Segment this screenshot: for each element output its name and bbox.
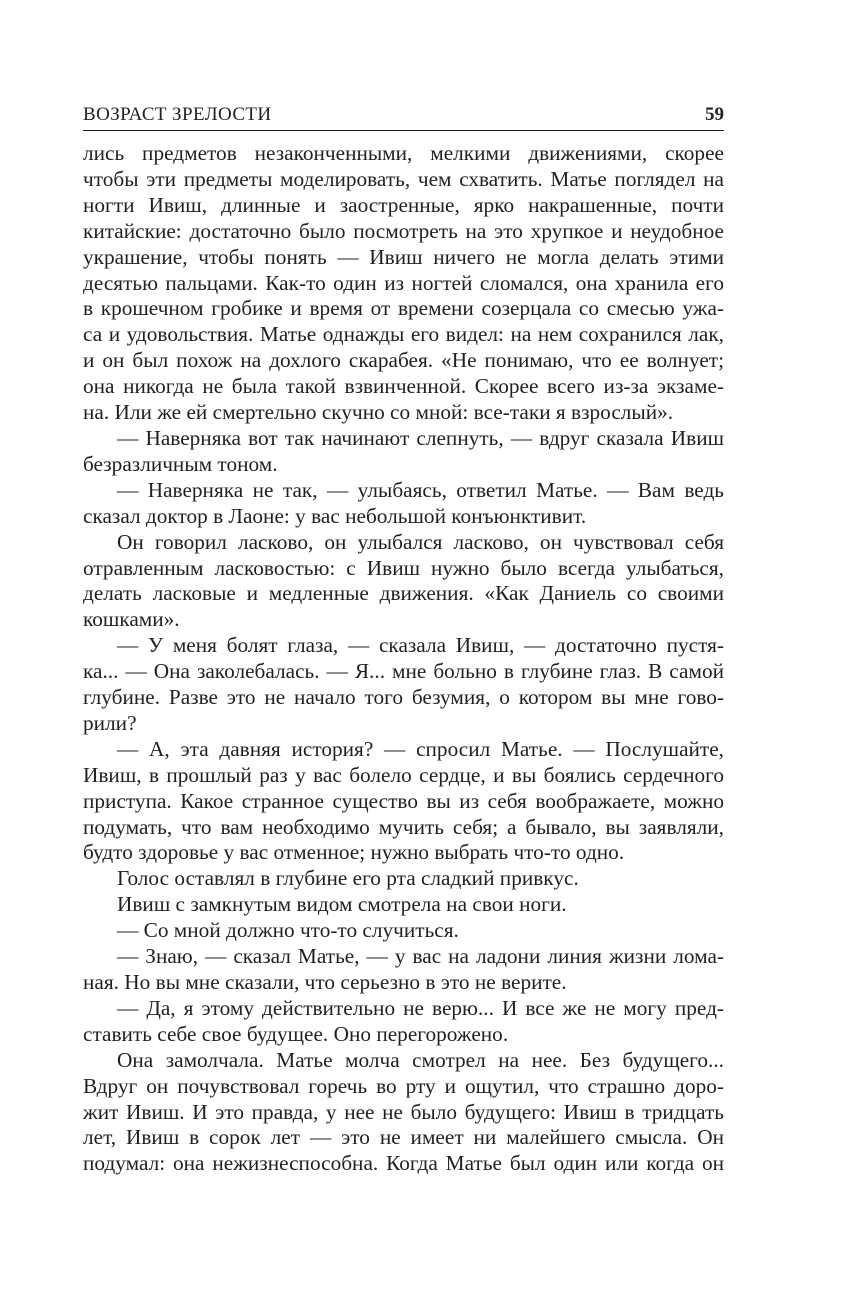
running-title: ВОЗРАСТ ЗРЕЛОСТИ [83, 104, 272, 125]
text-line: — Наверняка вот так начинают слепнуть, — вдруг сказала Ивиш [117, 425, 724, 450]
paragraph [83, 737, 724, 867]
text-line: будто здоровье у вас отменное; нужно выбрать что-то одно. [83, 840, 625, 865]
text-line: глубине. Разве это не начало того безумия, о котором вы мне гово- [83, 685, 724, 710]
paragraph [83, 996, 724, 1048]
text-line: подумал: она нежизнеспособна. Когда Матье был один или когда он [83, 1151, 724, 1176]
text-line: кошками». [83, 607, 180, 632]
text-line: сказал доктор в Лаоне: у вас небольшой конъюнктивит. [83, 503, 587, 528]
text-line: она никогда не была такой взвинченной. Скорее всего из-за экзаме- [83, 374, 724, 399]
text-line: делать ласковые и медленные движения. «Как Даниель со своими [83, 581, 724, 606]
text-line: ставить себе свое будущее. Оно перегорожено. [83, 1021, 509, 1046]
text-line: десятью пальцами. Как-то один из ногтей сломался, она хранила его [83, 270, 724, 295]
text-line: чтобы эти предметы моделировать, чем схватить. Матье поглядел на [83, 166, 724, 191]
text-line: лет, Ивиш в сорок лет — это не имеет ни малейшего смысла. Он [83, 1125, 724, 1150]
page-number: 59 [705, 104, 724, 125]
paragraph [83, 918, 724, 944]
paragraph [83, 866, 724, 892]
text-line: — Со мной должно что-то случиться. [117, 918, 459, 943]
text-line: приступа. Какое странное существо вы из себя воображаете, можно [83, 788, 724, 813]
text-line: Ивиш, в прошлый раз у вас болело сердце, и вы боялись сердечного [83, 762, 724, 787]
text-line: отравленным ласковостью: с Ивиш нужно было всегда улыбаться, [83, 555, 724, 580]
paragraph [83, 1048, 724, 1178]
text-line: са и удовольствия. Матье однажды его видел: на нем сохранился лак, [83, 322, 724, 347]
text-line: — А, эта давняя история? — спросил Матье. — Послушайте, [117, 736, 724, 761]
text-line: китайские: достаточно было посмотреть на это хрупкое и неудобное [83, 218, 724, 243]
text-line: и он был похож на дохлого скарабея. «Не понимаю, что ее волнует; [83, 348, 724, 373]
text-line: Он говорил ласково, он улыбался ласково, он чувствовал себя [117, 529, 724, 554]
text-line: — Наверняка не так, — улыбаясь, ответил Матье. — Вам ведь [117, 477, 724, 502]
text-line: украшение, чтобы понять — Ивиш ничего не могла делать этими [83, 244, 724, 269]
text-line: Голос оставлял в глубине его рта сладкий привкус. [117, 866, 579, 891]
text-line: — Знаю, — сказал Матье, — у вас на ладони линия жизни лома- [117, 944, 724, 969]
text-line: Вдруг он почувствовал горечь во рту и ощутил, что страшно доро- [83, 1073, 724, 1098]
text-line: — Да, я этому действительно не верю... И все же не могу пред- [117, 995, 724, 1020]
text-line: подумать, что вам необходимо мучить себя; а бывало, вы заявляли, [83, 814, 724, 839]
text-line: ная. Но вы мне сказали, что серьезно в это не верите. [83, 970, 567, 994]
page-text [83, 141, 724, 1177]
paragraph [83, 633, 724, 737]
text-line: Она замолчала. Матье молча смотрел на нее. Без будущего... [117, 1047, 724, 1072]
text-line: в крошечном гробике и время от времени созерцала со смесью ужа- [83, 296, 724, 321]
paragraph [83, 426, 724, 478]
paragraph [83, 892, 724, 918]
text-line: жит Ивиш. И это правда, у нее не было будущего: Ивиш в тридцать [83, 1099, 724, 1124]
paragraph [83, 530, 724, 634]
text-line: ногти Ивиш, длинные и заостренные, ярко накрашенные, почти [83, 192, 724, 217]
text-line: на. Или же ей смертельно скучно со мной: все-таки я взрослый». [83, 400, 674, 425]
paragraph [83, 478, 724, 530]
text-line: ка... — Она заколебалась. — Я... мне больно в глубине глаз. В самой [83, 659, 724, 684]
paragraph [83, 141, 724, 426]
text-line: рили? [83, 710, 137, 735]
text-line: — У меня болят глаза, — сказала Ивиш, — достаточно пустя- [117, 633, 724, 658]
running-header [83, 102, 724, 131]
paragraph [83, 944, 724, 996]
text-line: лись предметов незаконченными, мелкими движениями, скорее [83, 141, 724, 165]
text-line: безразличным тоном. [83, 451, 278, 476]
text-line: Ивиш с замкнутым видом смотрела на свои ноги. [117, 892, 567, 917]
